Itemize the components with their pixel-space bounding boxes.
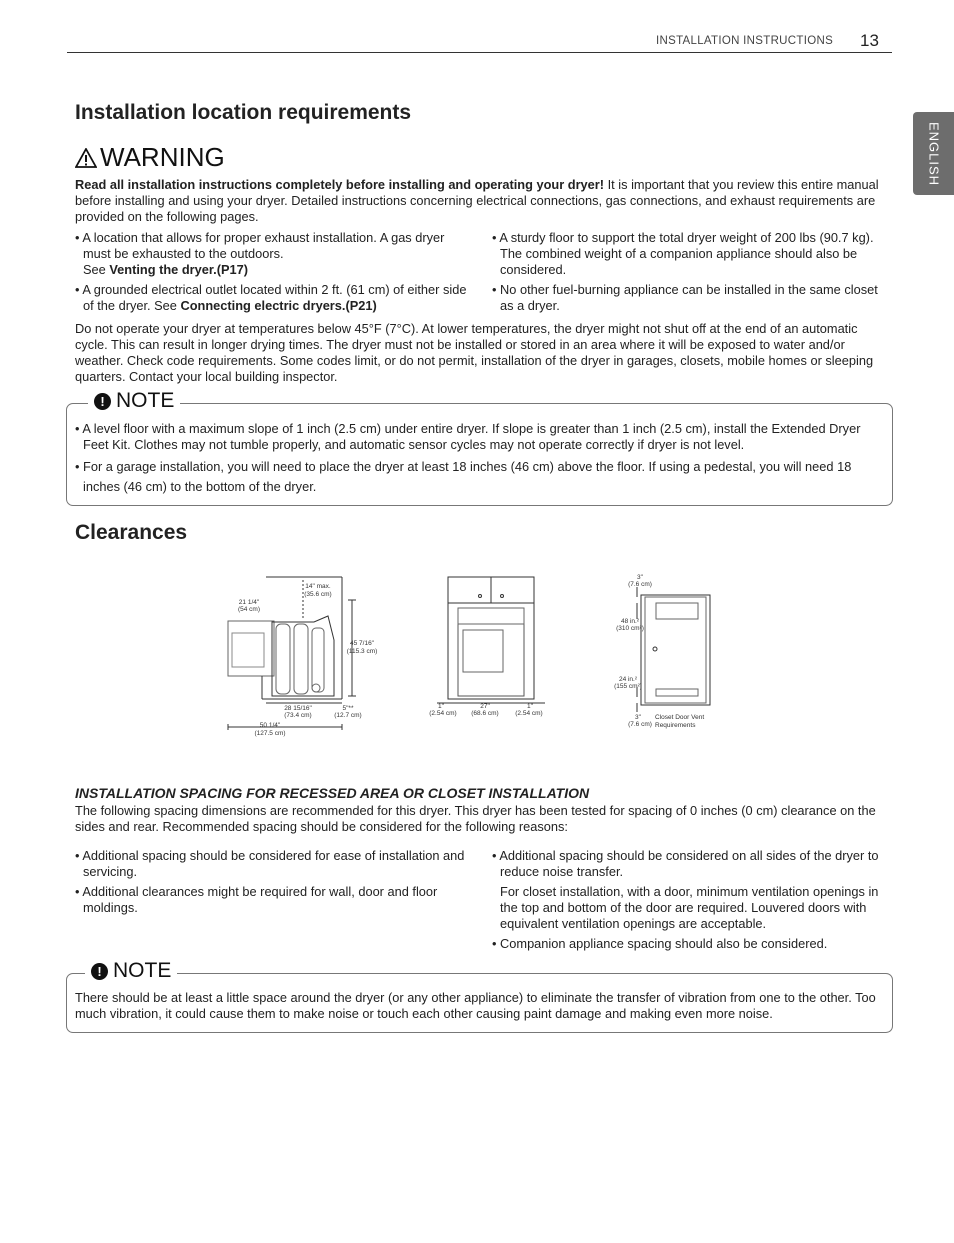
language-tab-label: ENGLISH [926, 121, 941, 186]
spacing-bullet: • Additional clearances might be required for wall, door and floor moldings. [75, 884, 438, 915]
dim-closet-bottom: 3" [635, 714, 641, 721]
exclamation-icon: ! [94, 393, 111, 410]
venting-reference-link[interactable]: Venting the dryer.(P17) [109, 262, 249, 277]
clearance-diagram [0, 560, 954, 750]
spacing-right-column [492, 848, 890, 952]
bullet-text: A sturdy floor to support the total dryer weight of 200 lbs (90.7 kg). The combined weight of a companion appliance should also be considered. [499, 230, 874, 277]
dim-rear: 5"** [342, 705, 354, 712]
spacing-bullet: • Companion appliance spacing should also be considered. [492, 936, 828, 951]
warning-intro-bold: Read all installation instructions completely before installing and operating your dryer! [75, 177, 605, 192]
dim-closet-bottom-cm: (7.6 cm) [628, 721, 652, 728]
bullet-text: A level floor with a maximum slope of 1 inch (2.5 cm) under entire dryer. If slope is greater than 1 inch (2.5 cm), install the Extended Dryer Feet Kit. Clothes may not tumble properly, and automatic sensor cycles may not operate correctly if dryer is not level. [82, 421, 861, 452]
dim-door-depth: 21 1/4" [238, 599, 260, 606]
warning-bullet: • A location that allows for proper exhaust installation. A gas dryer must be exhausted to the outdoors. See Venting the dryer.(P17) [75, 230, 445, 277]
dim-top-clearance-cm: (35.6 cm) [304, 591, 332, 598]
note-heading [85, 959, 177, 983]
dim-width-cm: (68.6 cm) [471, 710, 499, 717]
dim-total-depth: 50 1/4" [259, 722, 281, 729]
note-bullet: • A level floor with a maximum slope of 1 inch (2.5 cm) under entire dryer. If slope is greater than 1 inch (2.5 cm), install the Extended Dryer Feet Kit. Clothes may not tumble properly, and automatic sensor cycles may not operate correctly if dryer is not level. [75, 421, 861, 452]
warning-triangle-icon [75, 148, 97, 168]
bullet-text: For a garage installation, you will need to place the dryer at least 18 inches (46 cm) above the floor. If using a pedestal, you will need 18 inches (46 cm) to the bottom of the dryer. [83, 459, 852, 494]
bullet-text: Additional clearances might be required for wall, door and floor moldings. [82, 884, 438, 915]
closet-paragraph: For closet installation, with a door, minimum ventilation openings in the top and bottom of the door are required. Louvered doors with equivalent ventilation openings are acceptable. [500, 884, 879, 931]
dim-top-clearance: 14" max. [305, 583, 331, 590]
warning-bullet: • A grounded electrical outlet located within 2 ft. (61 cm) of either side of the dryer. See Connecting electric dryers.(P21) [75, 282, 467, 313]
bullet-text: Additional spacing should be considered for ease of installation and servicing. [82, 848, 465, 879]
dim-closet-top-cm: (7.6 cm) [628, 581, 652, 588]
dim-upper-vent: 48 in.² [620, 618, 640, 625]
spacing-subheading: INSTALLATION SPACING FOR RECESSED AREA OR CLOSET INSTALLATION [75, 785, 590, 801]
spacing-bullet: • Additional spacing should be considered for ease of installation and servicing. [75, 848, 465, 879]
closet-caption-line1: Closet Door Vent [655, 714, 705, 721]
spacing-left-column [75, 848, 470, 916]
front-view-diagram [437, 577, 545, 703]
warning-heading [75, 142, 225, 173]
section-title-location: Installation location requirements [75, 101, 412, 124]
warning-label: WARNING [100, 142, 225, 172]
closet-caption-line2: Requirements [655, 722, 696, 729]
dim-right-gap-cm: (2.54 cm) [515, 710, 543, 717]
dim-left-gap: 1" [438, 703, 444, 710]
warning-left-column [75, 230, 470, 314]
note-label: NOTE [116, 389, 175, 412]
dim-right-gap: 1" [527, 703, 533, 710]
warning-right-column [492, 230, 887, 314]
bullet-text: Additional spacing should be considered on all sides of the dryer to reduce noise transfer. [499, 848, 879, 879]
note-content [75, 421, 885, 497]
warning-bullet: • A sturdy floor to support the total dryer weight of 200 lbs (90.7 kg). The combined weight of a companion appliance should also be considered. [492, 230, 874, 277]
dim-upper-vent-cm: (310 cm²) [616, 625, 644, 632]
dim-depth: 28 15/16" [284, 705, 312, 712]
electric-reference-link[interactable]: Connecting electric dryers.(P21) [180, 298, 377, 313]
spacing-paragraph: The following spacing dimensions are recommended for this dryer. This dryer has been tested for spacing of 0 inches (0 cm) clearance on the sides and rear. Recommended spacing should be considered for the following reasons: [75, 803, 876, 834]
dim-rear-cm: (12.7 cm) [334, 712, 362, 719]
closet-door-diagram [637, 587, 710, 712]
section-title-clearances: Clearances [75, 521, 188, 544]
dim-lower-vent: 24 in.² [618, 676, 638, 683]
note-bullet: • For a garage installation, you will need to place the dryer at least 18 inches (46 cm) above the floor. If using a pedestal, you will need 18 inches (46 cm) to the bottom of the dryer. [75, 459, 852, 494]
running-header: INSTALLATION INSTRUCTIONS [656, 35, 834, 47]
header-rule [67, 52, 892, 53]
dim-closet-top: 3" [637, 574, 643, 581]
dim-lower-vent-cm: (155 cm²) [614, 683, 642, 690]
warning-intro [75, 177, 890, 225]
exclamation-icon: ! [91, 963, 108, 980]
bullet-text: A grounded electrical outlet located within 2 ft. (61 cm) of either side of the dryer. See [82, 282, 467, 313]
vibration-note-text: There should be at least a little space around the dryer (or any other appliance) to eliminate the transfer of vibration from one to the other. Too much vibration, it could cause them to make noise or touch each other causing paint damage and making even more noise. [75, 990, 876, 1021]
language-tab[interactable] [913, 112, 954, 195]
dim-width: 27" [480, 703, 490, 710]
dim-total-depth-cm: (127.5 cm) [254, 730, 286, 737]
dim-height: 45 7/16" [350, 640, 374, 647]
bullet-text: Companion appliance spacing should also be considered. [500, 936, 828, 951]
dim-depth-cm: (73.4 cm) [284, 712, 312, 719]
warning-bullet: • No other fuel-burning appliance can be installed in the same closet as a dryer. [492, 282, 878, 313]
bullet-text: No other fuel-burning appliance can be installed in the same closet as a dryer. [500, 282, 878, 313]
temperature-paragraph: Do not operate your dryer at temperatures below 45°F (7°C). At lower temperatures, the dryer might not shut off at the end of an automatic cycle. This can result in longer drying times. The dryer must not be installed or stored in an area where it will be exposed to water and/or weather. Check code requirements. Some codes limit, or do not permit, installation of the dryer in garages, closets, mobile homes or sleeping quarters. Contact your local building inspector. [75, 321, 874, 384]
note-label: NOTE [113, 959, 172, 982]
dim-door-depth-cm: (54 cm) [237, 606, 261, 613]
spacing-bullet: • Additional spacing should be considered on all sides of the dryer to reduce noise transfer. [492, 848, 879, 879]
bullet-text: A location that allows for proper exhaust installation. A gas dryer must be exhausted to the outdoors. [82, 230, 445, 261]
dim-left-gap-cm: (2.54 cm) [429, 710, 457, 717]
bullet-see: See [83, 262, 110, 277]
warning-intro-rest: It is important that you review this entire manual before installing and using your dryer. Detailed instructions concerning electrical connections, gas connections, and exhaust requirements are provided on the following pages. [75, 177, 879, 224]
note-heading [88, 389, 180, 413]
page-number: 13 [860, 31, 879, 50]
dim-height-cm: (115.3 cm) [346, 648, 378, 655]
